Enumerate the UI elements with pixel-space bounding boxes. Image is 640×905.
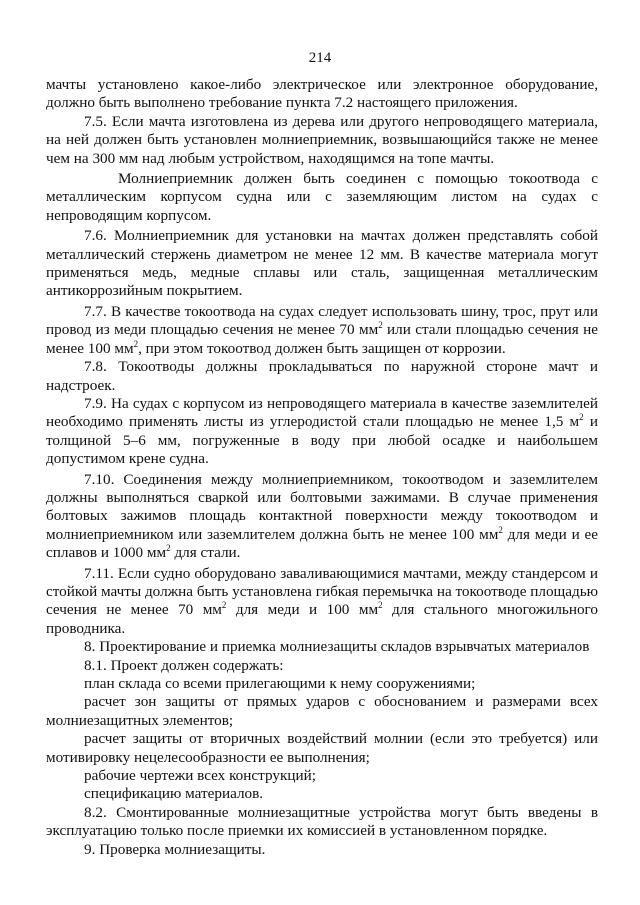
- paragraph-8-2: 8.2. Смонтированные молниезащитные устройства могут быть введены в эксплуатацию только после приемки их комиссией в установленном порядке.: [46, 803, 598, 840]
- paragraph-7-7: 7.7. В качестве токоотвода на судах следует использовать шину, трос, прут или провод из меди площадью сечения не менее 70 $мм^2$ или стали площадью сечения не менее 100 $мм^2$, при этом токоотвод должен быть защищен от коррозии.: [46, 302, 598, 357]
- paragraph-7-6: 7.6. Молниеприемник для установки на мачтах должен представлять собой металлический стержень диаметром не менее 12 мм. В качестве материала могут применяться медь, медные сплавы или сталь, защищенная металлическим антикоррозийным покрытием.: [46, 227, 598, 300]
- paragraph-7-9: 7.9. На судах с корпусом из непроводящего материала в качестве заземлителей необходимо применять листы из углеродистой стали площадью не менее 1,5 $м^2$ и толщиной 5–6 мм, погруженные в воду при любой осадке и наибольшем допустимом крене судна.: [46, 394, 598, 468]
- list-item-secondary-effects: расчет защиты от вторичных воздействий молнии (если это требуется) или мотивировку нецелесообразности ее выполнения;: [46, 730, 598, 766]
- page-number: 214: [308, 50, 332, 66]
- paragraph-lightning-rod-connection: Молниеприемник должен быть соединен с помощью токоотвода с металлическим корпусом судна или с заземляющим листом на судах с непроводящим корпусом.: [46, 170, 598, 224]
- paragraph-7-8: 7.8. Токоотводы должны прокладываться по наружной стороне мачт и надстроек.: [46, 358, 598, 394]
- list-item-warehouse-plan: план склада со всеми прилегающими к нему сооружениями;: [84, 675, 476, 692]
- paragraph-7-11: 7.11. Если судно оборудовано заваливающимися мачтами, между стандерсом и стойкой мачты должна быть установлена гибкая перемычка на токоотводе площадью сечения не менее 70 $мм^2$ для меди и 100 $мм^2$ для стального многожильного проводника.: [46, 564, 598, 637]
- paragraph-7-5: 7.5. Если мачта изготовлена из дерева или другого непроводящего материала, на ней должен быть установлен молниеприемник, возвышающийся также не менее чем на 300 мм над любым устройством, находящимся на топе мачты.: [46, 112, 598, 167]
- paragraph-8-1: 8.1. Проект должен содержать:: [84, 656, 284, 674]
- section-8-heading: 8. Проектирование и приемка молниезащиты складов взрывчатых материалов: [84, 638, 590, 656]
- paragraph-mast-equipment: мачты установлено какое-либо электрическое или электронное оборудование, должно быть выполнено требование пункта 7.2 настоящего приложения.: [46, 76, 598, 112]
- section-9-heading: 9. Проверка молниезащиты.: [84, 840, 266, 858]
- document-body: [46, 76, 598, 859]
- list-item-working-drawings: рабочие чертежи всех конструкций;: [84, 767, 316, 785]
- list-item-protection-zones: расчет зон защиты от прямых ударов с обоснованием и размерами всех молниезащитных элементов;: [46, 693, 598, 729]
- paragraph-7-10: 7.10. Соединения между молниеприемником, токоотводом и заземлителем должны выполняться сваркой или болтовыми зажимами. В случае применения болтовых зажимов площадь контактной поверхности между токоотводом и молниеприемником или заземлителем должна быть не менее 100 $мм^2$ для меди и ее сплавов и 1000 $мм^2$ для стали.: [46, 470, 598, 562]
- list-item-materials-spec: спецификацию материалов.: [84, 785, 264, 803]
